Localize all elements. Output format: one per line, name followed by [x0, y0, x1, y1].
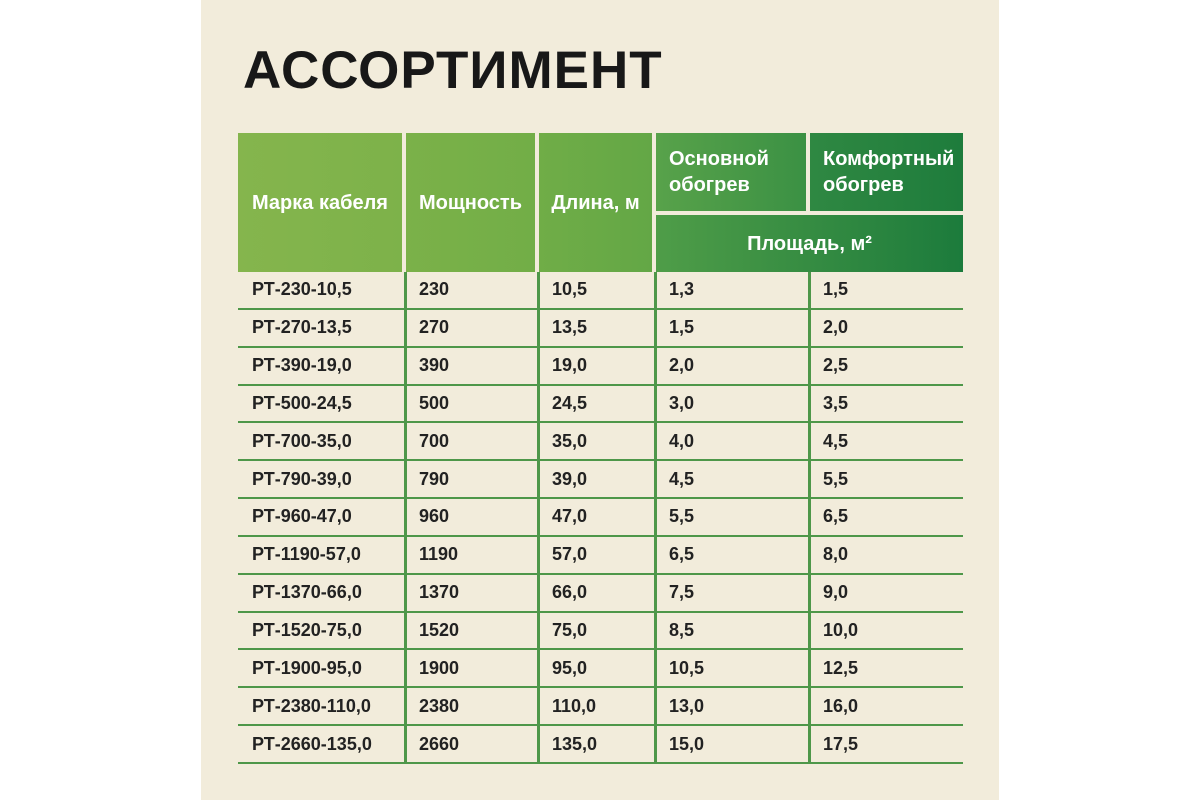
- table-row: [238, 499, 963, 537]
- cell-cable-mark: РТ-230-10,5: [252, 279, 352, 300]
- cell-main-heating-area: 3,0: [654, 386, 808, 422]
- cell-cable-mark: РТ-2660-135,0: [252, 733, 372, 754]
- cell-length: 57,0: [537, 537, 654, 573]
- cell-main-heating-area: 7,5: [654, 575, 808, 611]
- cell-main-heating-area: 1,3: [654, 272, 808, 308]
- cell-length: 39,0: [537, 461, 654, 497]
- cell-main-heating-area: 4,5: [654, 461, 808, 497]
- cell-main-heating-area: 4,0: [654, 423, 808, 459]
- cell-cable-mark: РТ-960-47,0: [252, 506, 352, 527]
- cell-power: 700: [404, 423, 537, 459]
- cell-power: 960: [404, 499, 537, 535]
- cell-cable-mark: РТ-1370-66,0: [252, 582, 362, 603]
- table-row: [238, 272, 963, 310]
- cell-cable-mark: РТ-390-19,0: [252, 355, 352, 376]
- cell-cable-mark: РТ-270-13,5: [252, 317, 352, 338]
- table-row: [238, 423, 963, 461]
- cell-power: 1190: [404, 537, 537, 573]
- cell-main-heating-area: 8,5: [654, 613, 808, 649]
- header-power: Мощность: [406, 133, 535, 272]
- cell-length: 24,5: [537, 386, 654, 422]
- cell-length: 10,5: [537, 272, 654, 308]
- cell-length: 75,0: [537, 613, 654, 649]
- cell-main-heating-area: 15,0: [654, 726, 808, 762]
- cell-power: 1370: [404, 575, 537, 611]
- table-row: [238, 537, 963, 575]
- cell-comfort-heating-area: 3,5: [808, 386, 963, 422]
- page-title: АССОРТИМЕНТ: [243, 41, 663, 100]
- cell-length: 66,0: [537, 575, 654, 611]
- cell-cable-mark: РТ-1190-57,0: [252, 544, 361, 565]
- cell-cable-mark: РТ-1900-95,0: [252, 657, 362, 678]
- cell-cable-mark: РТ-2380-110,0: [252, 695, 371, 716]
- header-comfort-heating: Комфортный обогрев: [810, 133, 963, 211]
- cell-main-heating-area: 5,5: [654, 499, 808, 535]
- cell-comfort-heating-area: 2,0: [808, 310, 963, 346]
- cell-cable-mark: РТ-500-24,5: [252, 392, 352, 413]
- cell-comfort-heating-area: 1,5: [808, 272, 963, 308]
- cell-power: 1900: [404, 650, 537, 686]
- table-row: [238, 348, 963, 386]
- cell-comfort-heating-area: 8,0: [808, 537, 963, 573]
- header-area: Площадь, м²: [656, 215, 963, 272]
- cell-power: 230: [404, 272, 537, 308]
- cell-cable-mark: РТ-700-35,0: [252, 430, 352, 451]
- cell-power: 270: [404, 310, 537, 346]
- cell-length: 47,0: [537, 499, 654, 535]
- cell-cable-mark: РТ-790-39,0: [252, 468, 352, 489]
- cell-power: 790: [404, 461, 537, 497]
- cell-length: 35,0: [537, 423, 654, 459]
- assortment-table: [238, 133, 963, 764]
- cell-length: 19,0: [537, 348, 654, 384]
- table-header: [238, 133, 963, 272]
- cell-power: 2380: [404, 688, 537, 724]
- table-row: [238, 575, 963, 613]
- cell-length: 110,0: [537, 688, 654, 724]
- cell-main-heating-area: 6,5: [654, 537, 808, 573]
- table-row: [238, 613, 963, 651]
- cell-comfort-heating-area: 5,5: [808, 461, 963, 497]
- cell-comfort-heating-area: 10,0: [808, 613, 963, 649]
- cell-main-heating-area: 10,5: [654, 650, 808, 686]
- cell-power: 500: [404, 386, 537, 422]
- header-main-heating: Основной обогрев: [656, 133, 806, 211]
- cell-comfort-heating-area: 9,0: [808, 575, 963, 611]
- cell-cable-mark: РТ-1520-75,0: [252, 620, 362, 641]
- cell-power: 2660: [404, 726, 537, 762]
- cell-comfort-heating-area: 6,5: [808, 499, 963, 535]
- cell-main-heating-area: 2,0: [654, 348, 808, 384]
- cell-main-heating-area: 1,5: [654, 310, 808, 346]
- table-row: [238, 310, 963, 348]
- table-row: [238, 726, 963, 764]
- table-row: [238, 650, 963, 688]
- cell-comfort-heating-area: 4,5: [808, 423, 963, 459]
- cell-length: 135,0: [537, 726, 654, 762]
- cell-length: 13,5: [537, 310, 654, 346]
- product-card: [201, 0, 999, 800]
- header-cable-mark: Марка кабеля: [238, 133, 402, 272]
- cell-main-heating-area: 13,0: [654, 688, 808, 724]
- cell-comfort-heating-area: 2,5: [808, 348, 963, 384]
- table-row: [238, 688, 963, 726]
- cell-comfort-heating-area: 12,5: [808, 650, 963, 686]
- cell-power: 390: [404, 348, 537, 384]
- table-body: [238, 272, 963, 764]
- table-row: [238, 386, 963, 424]
- cell-power: 1520: [404, 613, 537, 649]
- table-row: [238, 461, 963, 499]
- cell-comfort-heating-area: 17,5: [808, 726, 963, 762]
- cell-comfort-heating-area: 16,0: [808, 688, 963, 724]
- cell-length: 95,0: [537, 650, 654, 686]
- header-length: Длина, м: [539, 133, 652, 272]
